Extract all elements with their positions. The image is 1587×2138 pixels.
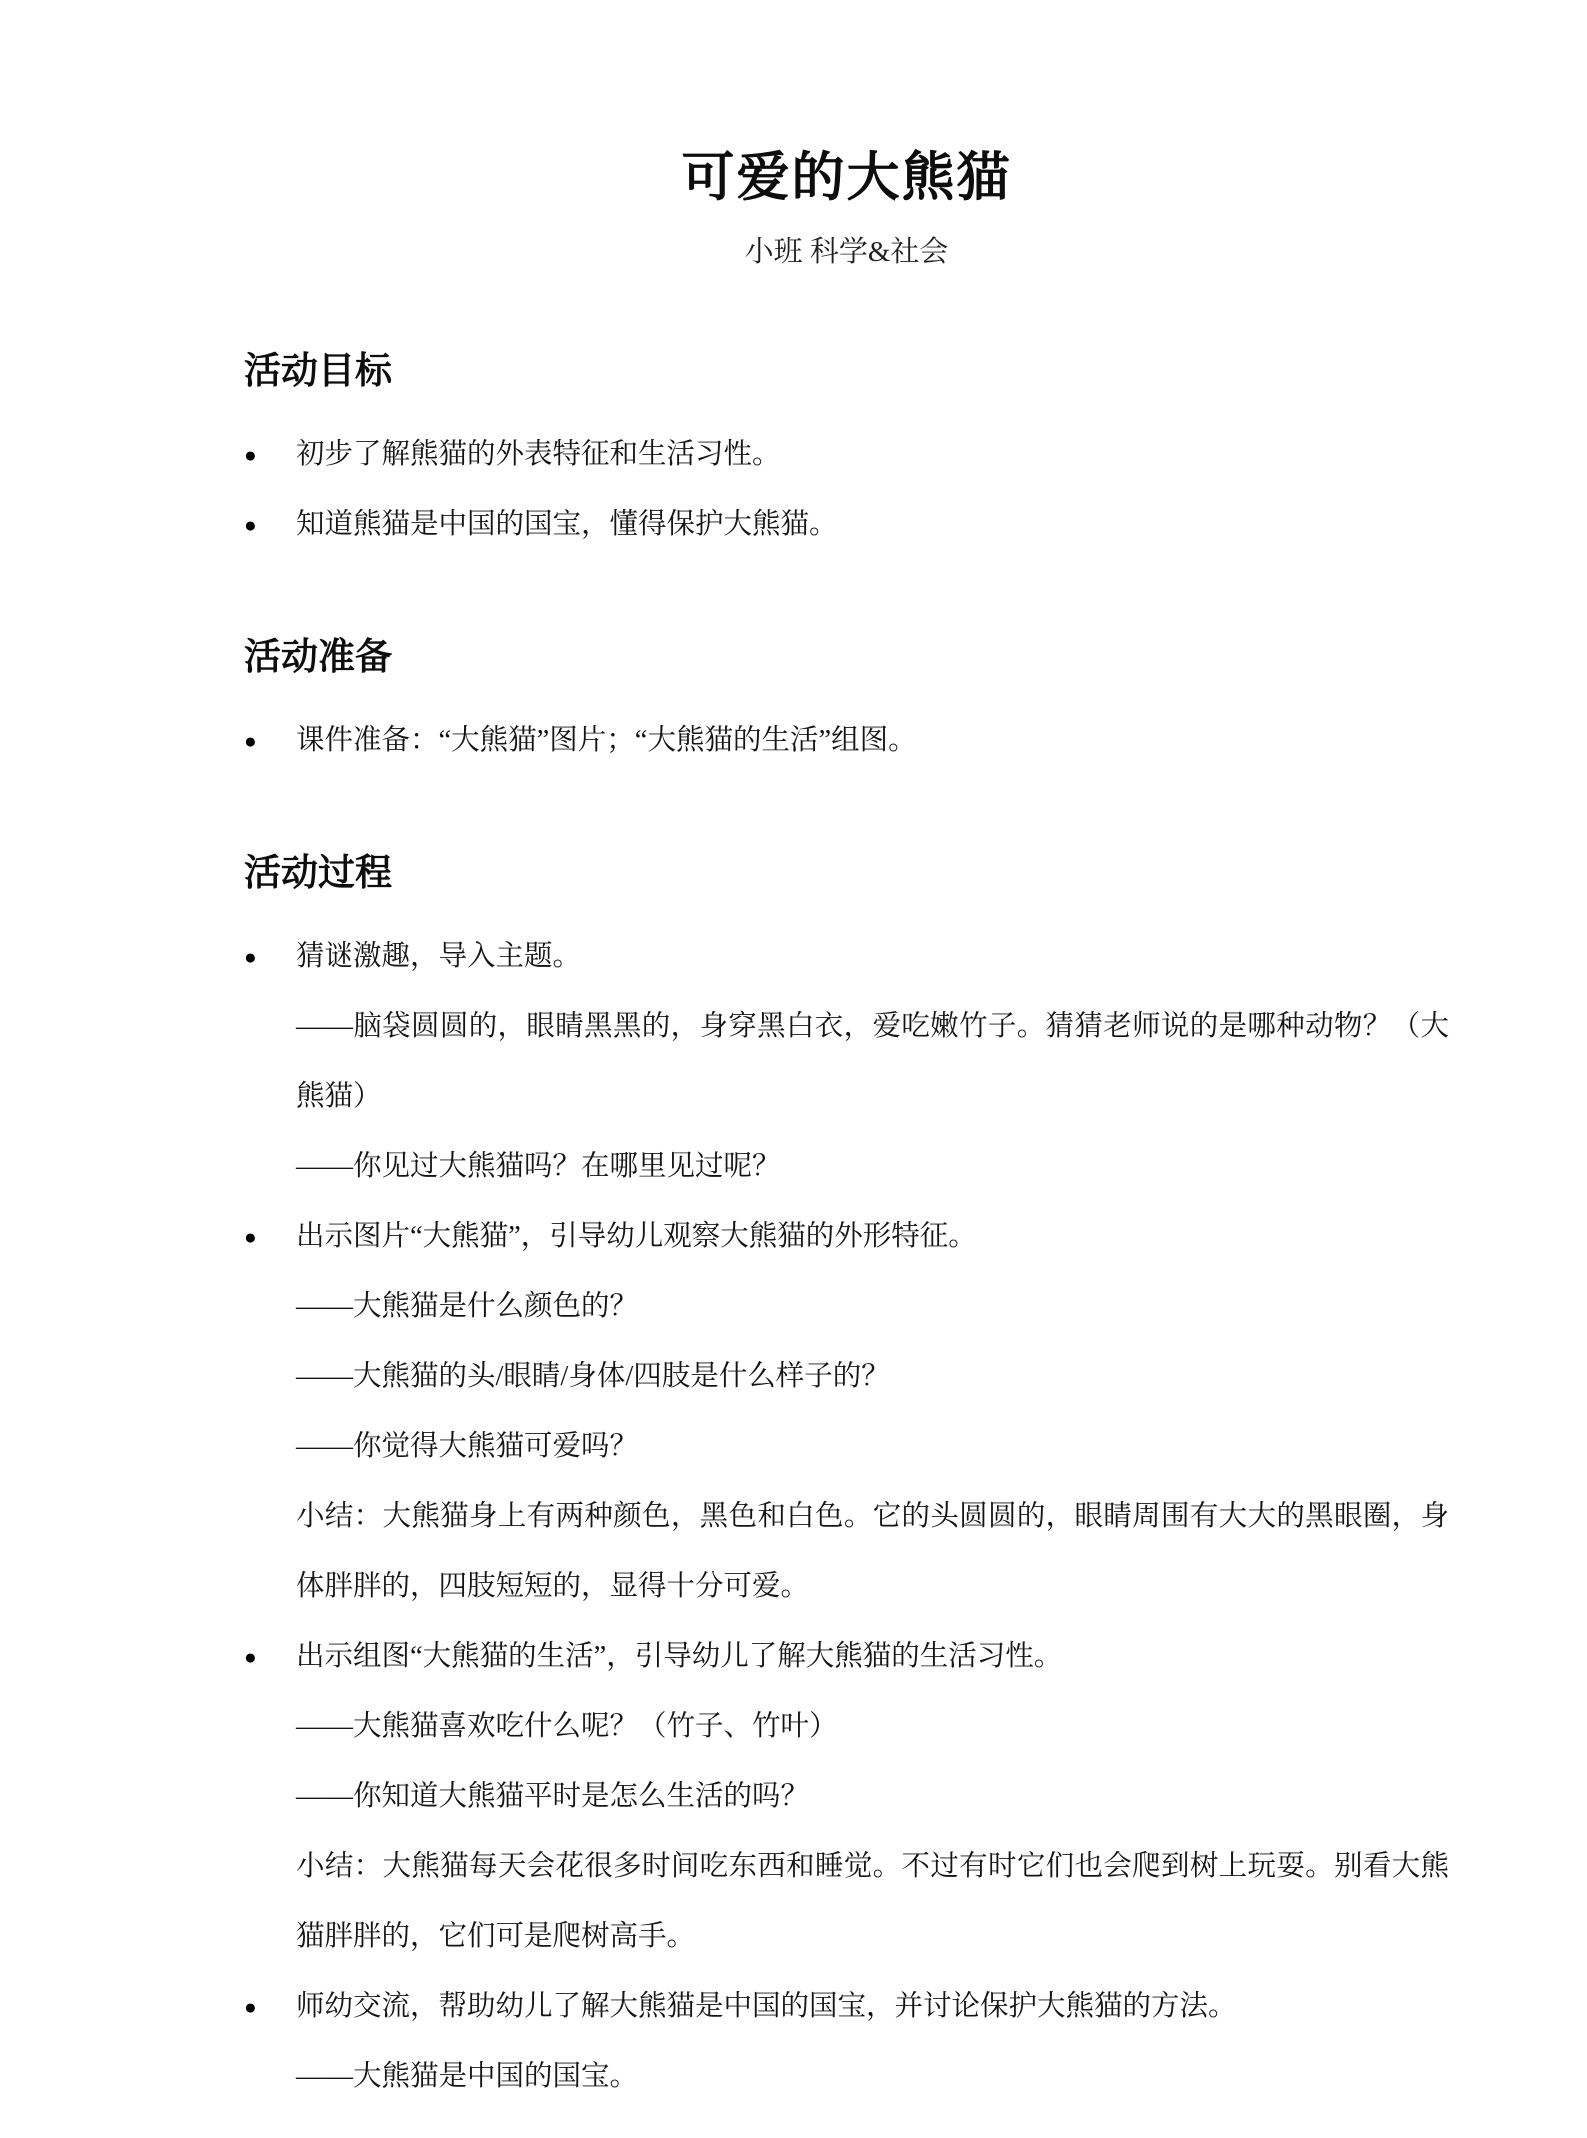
sub-text: ——大熊猫是中国的国宝。 — [296, 2061, 639, 2092]
bullet-text: 猜谜激趣，导入主题。 — [296, 941, 582, 972]
sub-paragraph — [244, 1762, 1449, 1832]
sub-paragraph — [244, 1832, 1449, 1972]
sub-text: 小结：大熊猫身上有两种颜色，黑色和白色。它的头圆圆的，眼睛周围有大大的黑眼圈，身体胖胖的，四肢短短的，显得十分可爱。 — [296, 1501, 1449, 1602]
section-heading: 活动目标 — [244, 351, 392, 392]
sub-text: ——你觉得大熊猫可爱吗？ — [296, 1431, 639, 1462]
sub-text: ——大熊猫是什么颜色的？ — [296, 1291, 639, 1322]
bullet-item — [244, 1972, 1449, 2042]
sub-text: ——你见过大熊猫吗？在哪里见过呢？ — [296, 1151, 781, 1182]
sub-paragraph — [244, 1692, 1449, 1762]
bullet-item — [244, 490, 1449, 560]
document-title: 可爱的大熊猫 — [681, 149, 1012, 207]
bullet-text: 课件准备：“大熊猫”图片；“大熊猫的生活”组图。 — [296, 725, 917, 756]
sub-paragraph — [244, 1412, 1449, 1482]
bullet-icon: ● — [244, 1995, 257, 2019]
section-items — [244, 706, 1449, 776]
bullet-icon: ● — [244, 513, 257, 537]
bullet-item — [244, 1202, 1449, 1272]
bullet-icon: ● — [244, 945, 257, 969]
document-subtitle: 小班 科学&社会 — [744, 236, 949, 268]
sub-paragraph — [244, 1482, 1449, 1622]
bullet-text: 出示图片“大熊猫”，引导幼儿观察大熊猫的外形特征。 — [296, 1221, 977, 1252]
bullet-icon: ● — [244, 443, 257, 467]
bullet-item — [244, 1622, 1449, 1692]
bullet-item — [244, 420, 1449, 490]
bullet-item — [244, 922, 1449, 992]
sub-paragraph — [244, 992, 1449, 1132]
sub-text: ——大熊猫喜欢吃什么呢？（竹子、竹叶） — [296, 1711, 838, 1742]
bullet-icon: ● — [244, 1225, 257, 1249]
sub-paragraph — [244, 1132, 1449, 1202]
sub-paragraph — [244, 2042, 1449, 2112]
sections — [244, 346, 1449, 2112]
section-heading: 活动过程 — [244, 853, 392, 894]
bullet-text: 师幼交流，帮助幼儿了解大熊猫是中国的国宝，并讨论保护大熊猫的方法。 — [296, 1991, 1237, 2022]
bullet-icon: ● — [244, 1645, 257, 1669]
bullet-text: 初步了解熊猫的外表特征和生活习性。 — [296, 439, 781, 470]
sub-paragraph — [244, 1272, 1449, 1342]
sub-text: 小结：大熊猫每天会花很多时间吃东西和睡觉。不过有时它们也会爬到树上玩耍。别看大熊猫胖胖的，它们可是爬树高手。 — [296, 1851, 1449, 1952]
section-items — [244, 420, 1449, 560]
bullet-text: 出示组图“大熊猫的生活”，引导幼儿了解大熊猫的生活习性。 — [296, 1641, 1063, 1672]
sub-text: ——大熊猫的头/眼睛/身体/四肢是什么样子的？ — [296, 1361, 890, 1392]
section-items — [244, 922, 1449, 2112]
bullet-item — [244, 706, 1449, 776]
sub-text: ——脑袋圆圆的，眼睛黑黑的，身穿黑白衣，爱吃嫩竹子。猜猜老师说的是哪种动物？（大熊猫） — [296, 1011, 1449, 1112]
section-heading: 活动准备 — [244, 637, 392, 678]
sub-paragraph — [244, 1342, 1449, 1412]
sub-text: ——你知道大熊猫平时是怎么生活的吗？ — [296, 1781, 810, 1812]
bullet-icon: ● — [244, 729, 257, 753]
bullet-text: 知道熊猫是中国的国宝，懂得保护大熊猫。 — [296, 509, 838, 540]
